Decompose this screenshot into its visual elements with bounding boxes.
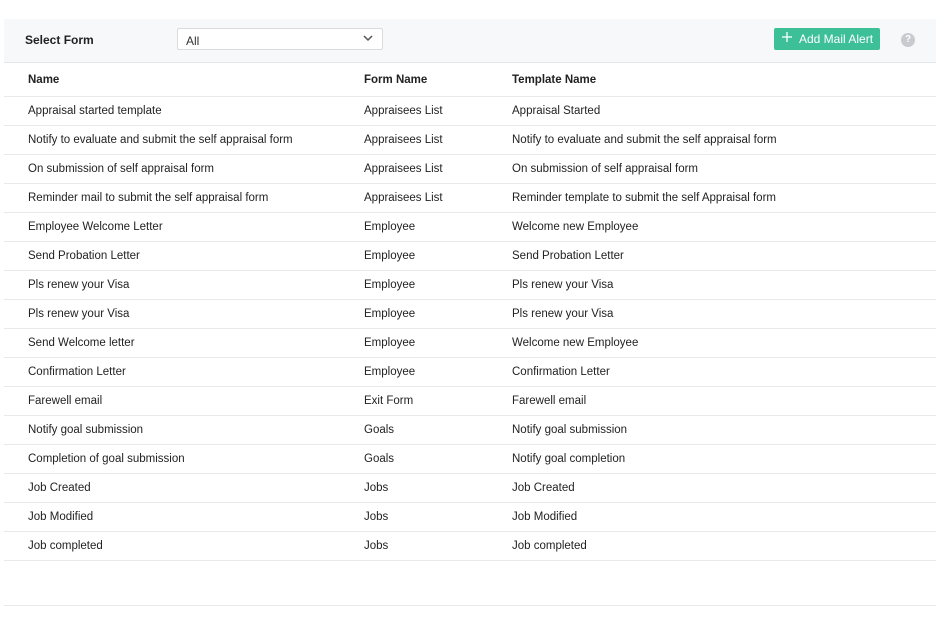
mail-alerts-table xyxy=(4,63,936,561)
table-row[interactable] xyxy=(4,155,936,184)
table-row[interactable] xyxy=(4,300,936,329)
column-header-name[interactable]: Name xyxy=(4,63,364,97)
table-row[interactable] xyxy=(4,474,936,503)
cell-template-name: Job completed xyxy=(512,532,936,561)
table-row[interactable] xyxy=(4,126,936,155)
cell-name: Job Modified xyxy=(4,503,364,532)
cell-form-name: Employee xyxy=(364,271,512,300)
cell-form-name: Goals xyxy=(364,445,512,474)
cell-template-name: Notify to evaluate and submit the self appraisal form xyxy=(512,126,936,155)
cell-template-name: Welcome new Employee xyxy=(512,213,936,242)
table-row[interactable] xyxy=(4,242,936,271)
cell-template-name: Appraisal Started xyxy=(512,97,936,126)
cell-name: On submission of self appraisal form xyxy=(4,155,364,184)
footer-divider xyxy=(4,605,936,606)
table-row[interactable] xyxy=(4,416,936,445)
table-header-row xyxy=(4,63,936,97)
cell-template-name: Pls renew your Visa xyxy=(512,271,936,300)
cell-name: Pls renew your Visa xyxy=(4,271,364,300)
cell-template-name: Confirmation Letter xyxy=(512,358,936,387)
column-header-template-name[interactable]: Template Name xyxy=(512,63,936,97)
cell-form-name: Jobs xyxy=(364,474,512,503)
cell-form-name: Appraisees List xyxy=(364,155,512,184)
cell-form-name: Employee xyxy=(364,242,512,271)
form-select[interactable] xyxy=(177,28,383,50)
cell-name: Send Welcome letter xyxy=(4,329,364,358)
table-row[interactable] xyxy=(4,213,936,242)
cell-template-name: Reminder template to submit the self Appraisal form xyxy=(512,184,936,213)
table-row[interactable] xyxy=(4,329,936,358)
cell-form-name: Jobs xyxy=(364,532,512,561)
cell-template-name: Send Probation Letter xyxy=(512,242,936,271)
table-row[interactable] xyxy=(4,97,936,126)
table-row[interactable] xyxy=(4,532,936,561)
column-header-form-name[interactable]: Form Name xyxy=(364,63,512,97)
cell-form-name: Employee xyxy=(364,329,512,358)
cell-form-name: Employee xyxy=(364,358,512,387)
cell-form-name: Exit Form xyxy=(364,387,512,416)
add-mail-alert-label: Add Mail Alert xyxy=(799,32,874,46)
help-icon[interactable]: ? xyxy=(901,33,915,47)
cell-form-name: Employee xyxy=(364,300,512,329)
cell-name: Notify goal submission xyxy=(4,416,364,445)
cell-name: Send Probation Letter xyxy=(4,242,364,271)
table-row[interactable] xyxy=(4,271,936,300)
cell-template-name: Job Created xyxy=(512,474,936,503)
select-form-label: Select Form xyxy=(25,33,94,47)
cell-form-name: Goals xyxy=(364,416,512,445)
cell-template-name: Notify goal completion xyxy=(512,445,936,474)
cell-form-name: Appraisees List xyxy=(364,184,512,213)
plus-icon xyxy=(782,32,792,42)
cell-form-name: Jobs xyxy=(364,503,512,532)
cell-template-name: Farewell email xyxy=(512,387,936,416)
cell-form-name: Appraisees List xyxy=(364,97,512,126)
cell-name: Completion of goal submission xyxy=(4,445,364,474)
cell-template-name: Job Modified xyxy=(512,503,936,532)
chevron-down-icon xyxy=(362,32,374,44)
cell-name: Employee Welcome Letter xyxy=(4,213,364,242)
cell-name: Job completed xyxy=(4,532,364,561)
cell-name: Confirmation Letter xyxy=(4,358,364,387)
cell-form-name: Employee xyxy=(364,213,512,242)
table-row[interactable] xyxy=(4,387,936,416)
cell-template-name: Pls renew your Visa xyxy=(512,300,936,329)
table-row[interactable] xyxy=(4,358,936,387)
cell-name: Notify to evaluate and submit the self appraisal form xyxy=(4,126,364,155)
form-select-value: All xyxy=(186,34,200,48)
cell-name: Farewell email xyxy=(4,387,364,416)
cell-form-name: Appraisees List xyxy=(364,126,512,155)
cell-name: Appraisal started template xyxy=(4,97,364,126)
cell-name: Job Created xyxy=(4,474,364,503)
table-row[interactable] xyxy=(4,503,936,532)
toolbar xyxy=(4,19,936,63)
cell-name: Pls renew your Visa xyxy=(4,300,364,329)
add-mail-alert-button[interactable] xyxy=(774,28,880,50)
table-row[interactable] xyxy=(4,445,936,474)
cell-template-name: On submission of self appraisal form xyxy=(512,155,936,184)
cell-template-name: Notify goal submission xyxy=(512,416,936,445)
table-row[interactable] xyxy=(4,184,936,213)
cell-template-name: Welcome new Employee xyxy=(512,329,936,358)
cell-name: Reminder mail to submit the self appraisal form xyxy=(4,184,364,213)
